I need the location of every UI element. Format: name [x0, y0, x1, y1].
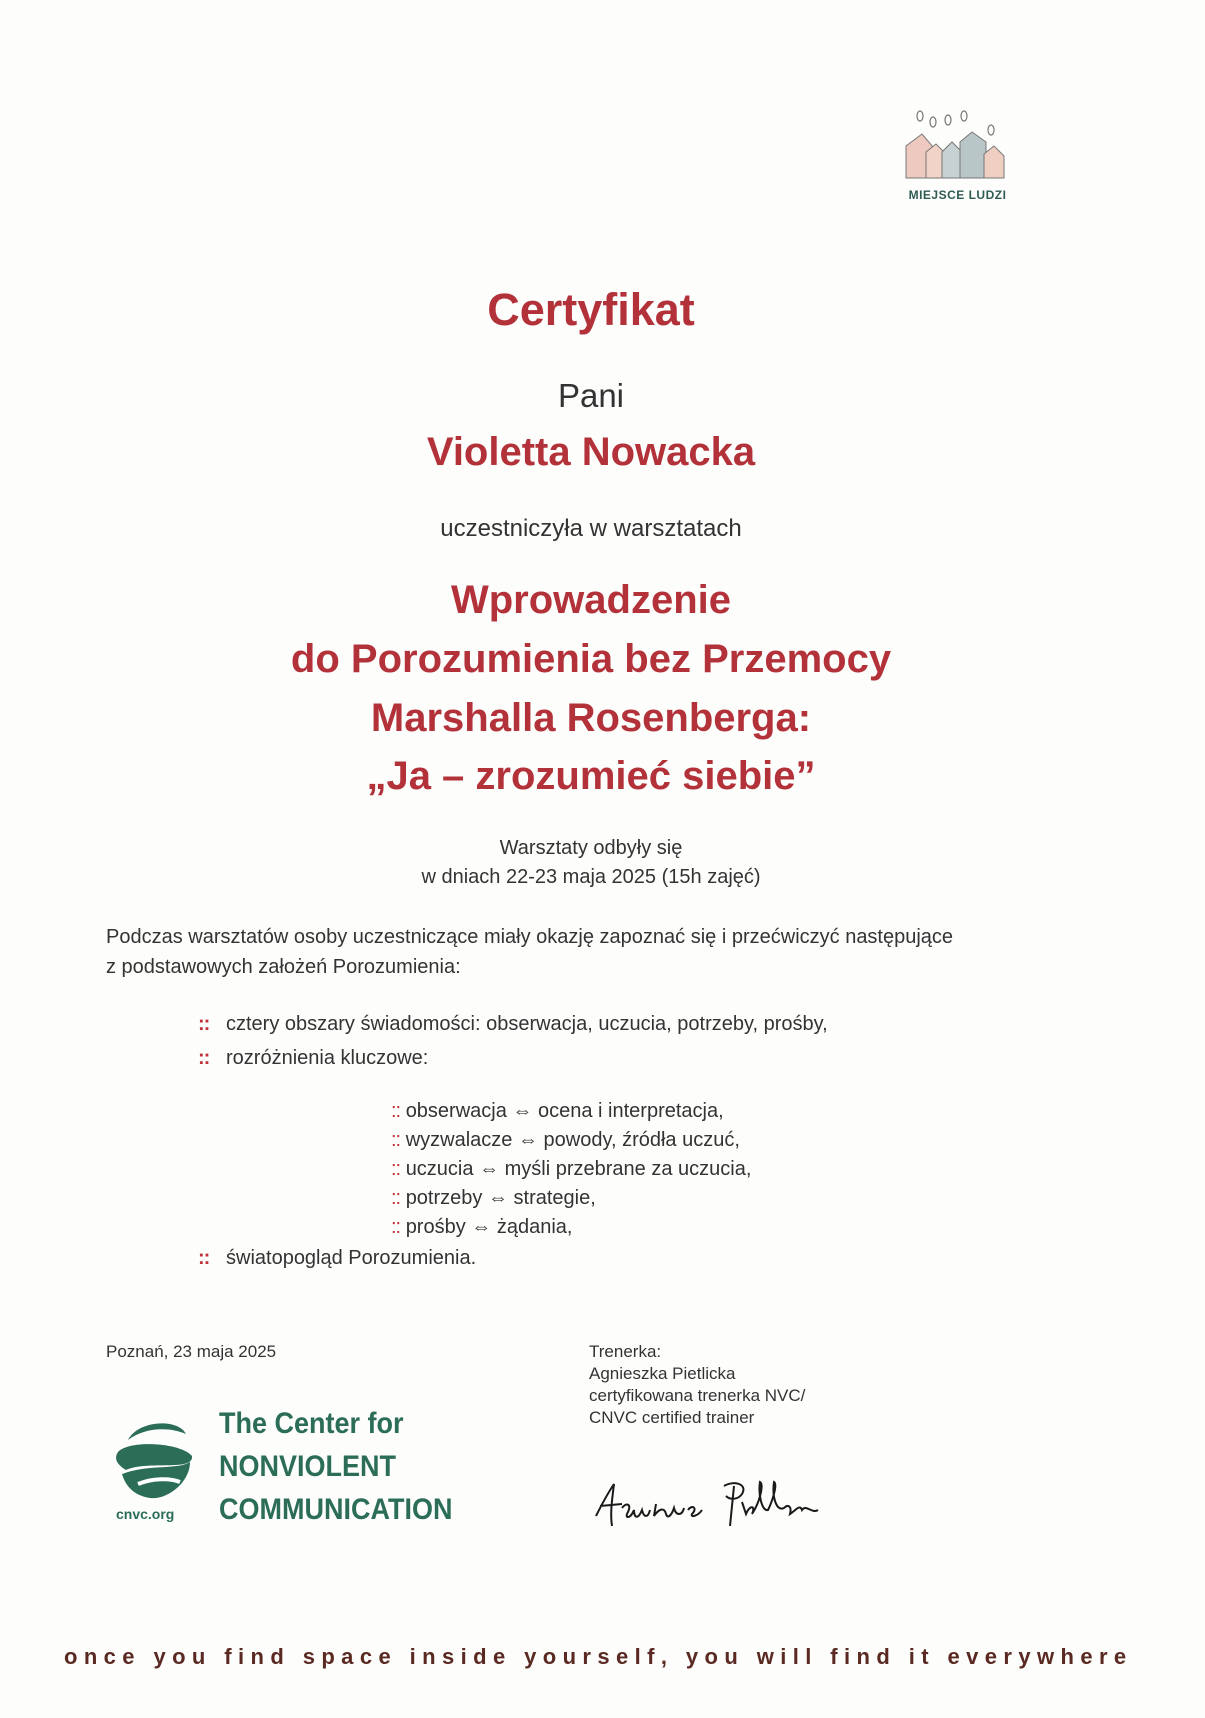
miejsce-ludzi-label: MIEJSCE LUDZI — [908, 188, 1007, 202]
trainer-title: CNVC certified trainer — [589, 1408, 755, 1427]
bullet-marker: :: — [198, 1047, 210, 1069]
arrow-icon: ⇔ — [517, 1129, 538, 1151]
arrow-icon: ⇔ — [479, 1158, 500, 1180]
list-item-text: światopogląd Porozumienia. — [226, 1247, 477, 1269]
distinction-b: ocena i interpretacja, — [537, 1100, 724, 1122]
distinction-b: powody, źródła uczuć, — [543, 1129, 740, 1151]
dates-line: Warsztaty odbyły się — [499, 837, 683, 859]
intro-text: Podczas warsztatów osoby uczestniczące miały okazję zapoznać się i przećwiczyć następujące — [106, 926, 954, 948]
distinction-item — [391, 1216, 572, 1239]
arrow-icon: ⇔ — [487, 1187, 508, 1209]
cnvc-name-line: NONVIOLENT — [219, 1450, 397, 1483]
cnvc-url: cnvc.org — [116, 1506, 175, 1522]
bullet-marker: :: — [391, 1187, 401, 1209]
list-item — [198, 1013, 828, 1036]
bullet-marker: :: — [391, 1100, 401, 1122]
place-date: Poznań, 23 maja 2025 — [106, 1342, 277, 1361]
dates-line: w dniach 22-23 maja 2025 (15h zajęć) — [421, 866, 761, 888]
trainer-label: Trenerka: — [589, 1342, 662, 1361]
bullet-marker: :: — [391, 1129, 401, 1151]
arrow-icon: ⇔ — [512, 1100, 533, 1122]
distinction-item — [391, 1100, 724, 1123]
bullet-marker: :: — [198, 1013, 210, 1035]
tagline: once you find space inside yourself, you will find it everywhere — [64, 1644, 1133, 1669]
distinction-item — [391, 1187, 596, 1210]
workshop-title-line: „Ja – zrozumieć siebie” — [366, 754, 816, 798]
arrow-icon: ⇔ — [471, 1216, 492, 1238]
distinction-b: strategie, — [513, 1187, 596, 1209]
distinction-a: wyzwalacze — [405, 1129, 513, 1151]
cnvc-globe-icon — [108, 1412, 200, 1504]
trainer-title: certyfikowana trenerka NVC/ — [589, 1386, 806, 1405]
intro-text: z podstawowych założeń Porozumienia: — [106, 956, 461, 978]
workshop-title-line: Wprowadzenie — [450, 578, 732, 622]
cnvc-name-line: COMMUNICATION — [219, 1493, 453, 1526]
bullet-marker: :: — [198, 1247, 210, 1269]
participation-text: uczestniczyła w warsztatach — [440, 515, 742, 542]
signature-image — [592, 1474, 852, 1534]
distinction-a: prośby — [405, 1216, 466, 1238]
cnvc-name-line: The Center for — [219, 1407, 404, 1440]
trainer-name: Agnieszka Pietlicka — [589, 1364, 736, 1383]
list-item — [198, 1247, 476, 1270]
houses-icon — [900, 108, 1015, 183]
list-item-text: rozróżnienia kluczowe: — [226, 1047, 429, 1069]
distinction-a: obserwacja — [405, 1100, 507, 1122]
list-item — [198, 1047, 428, 1070]
recipient-name: Violetta Nowacka — [426, 430, 756, 474]
bullet-marker: :: — [391, 1216, 401, 1238]
certificate-title: Certyfikat — [487, 284, 695, 335]
distinction-item — [391, 1158, 751, 1181]
workshop-title-line: do Porozumienia bez Przemocy — [290, 637, 892, 681]
distinction-item — [391, 1129, 740, 1152]
list-item-text: cztery obszary świadomości: obserwacja, uczucia, potrzeby, prośby, — [226, 1013, 828, 1035]
bullet-marker: :: — [391, 1158, 401, 1180]
salutation: Pani — [557, 377, 625, 414]
miejsce-ludzi-logo — [900, 108, 1015, 203]
distinction-a: uczucia — [405, 1158, 474, 1180]
distinction-b: myśli przebrane za uczucia, — [504, 1158, 752, 1180]
distinction-a: potrzeby — [405, 1187, 483, 1209]
distinction-b: żądania, — [496, 1216, 573, 1238]
workshop-title-line: Marshalla Rosenberga: — [370, 696, 812, 740]
